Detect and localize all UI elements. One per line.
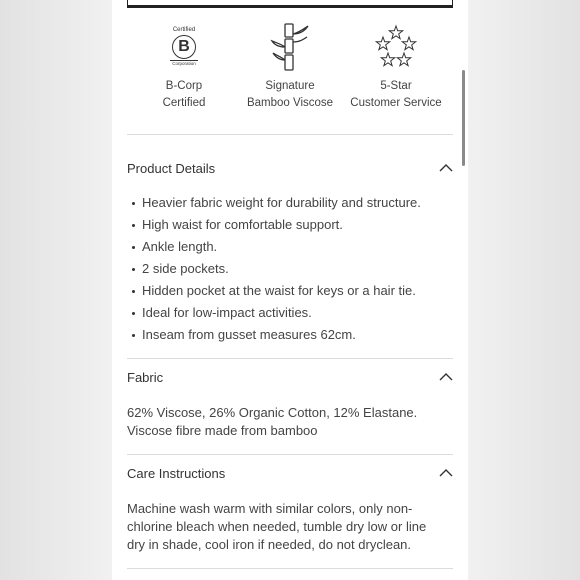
badge-label-line1: 5-Star: [380, 80, 412, 92]
badge-label-line2: Bamboo Viscose: [246, 96, 334, 109]
divider: [127, 568, 453, 569]
feature-badges: [127, 20, 453, 120]
list-item: High waist for comfortable support.: [127, 214, 453, 236]
five-stars-icon: [341, 20, 451, 74]
previous-element-outline: [127, 0, 453, 8]
chevron-up-icon[interactable]: [439, 468, 453, 478]
care-line: Machine wash warm with similar colors, only non-: [127, 501, 413, 516]
accordion-header-product-details[interactable]: [127, 158, 453, 178]
fabric-line: Viscose fibre made from bamboo: [127, 423, 318, 438]
list-item: Hidden pocket at the waist for keys or a hair tie.: [127, 280, 453, 302]
accordion-title: Fabric: [127, 369, 164, 385]
divider: [127, 134, 453, 135]
care-line: chlorine bleach when needed, tumble dry low or line: [127, 519, 427, 534]
b-corp-certified-icon: Certified B Corporation: [129, 20, 239, 74]
divider: [127, 454, 453, 455]
care-description: [127, 500, 457, 554]
fabric-line: 62% Viscose, 26% Organic Cotton, 12% Elastane.: [127, 405, 418, 420]
scrollbar-thumb[interactable]: [462, 70, 465, 166]
badge-bamboo: [235, 20, 345, 111]
list-item: Heavier fabric weight for durability and structure.: [127, 192, 453, 214]
badge-five-star: [341, 20, 451, 111]
divider: [127, 358, 453, 359]
accordion-title: Product Details: [127, 160, 216, 176]
care-line: dry in shade, cool iron if needed, do not dryclean.: [127, 537, 412, 552]
badge-label-line2: Certified: [162, 96, 206, 109]
list-item: Inseam from gusset measures 62cm.: [127, 324, 453, 346]
accordion-header-fabric[interactable]: [127, 367, 453, 387]
accordion-header-care-instructions[interactable]: [127, 463, 453, 483]
fabric-description: [127, 404, 457, 440]
badge-label-line1: Signature: [265, 80, 315, 92]
page-background-left: [0, 0, 112, 580]
accordion-title: Care Instructions: [127, 465, 226, 481]
list-item: 2 side pockets.: [127, 258, 453, 280]
list-item: Ankle length.: [127, 236, 453, 258]
badge-b-corp: [129, 20, 239, 111]
bamboo-icon: [235, 20, 345, 74]
product-info-panel: [112, 0, 468, 580]
badge-label-line2: Customer Service: [350, 96, 442, 109]
chevron-up-icon[interactable]: [439, 163, 453, 173]
chevron-up-icon[interactable]: [439, 372, 453, 382]
page-background-right: [468, 0, 580, 580]
badge-label-line1: B-Corp: [165, 80, 203, 92]
list-item: Ideal for low-impact activities.: [127, 302, 453, 324]
product-details-list: [127, 192, 453, 346]
